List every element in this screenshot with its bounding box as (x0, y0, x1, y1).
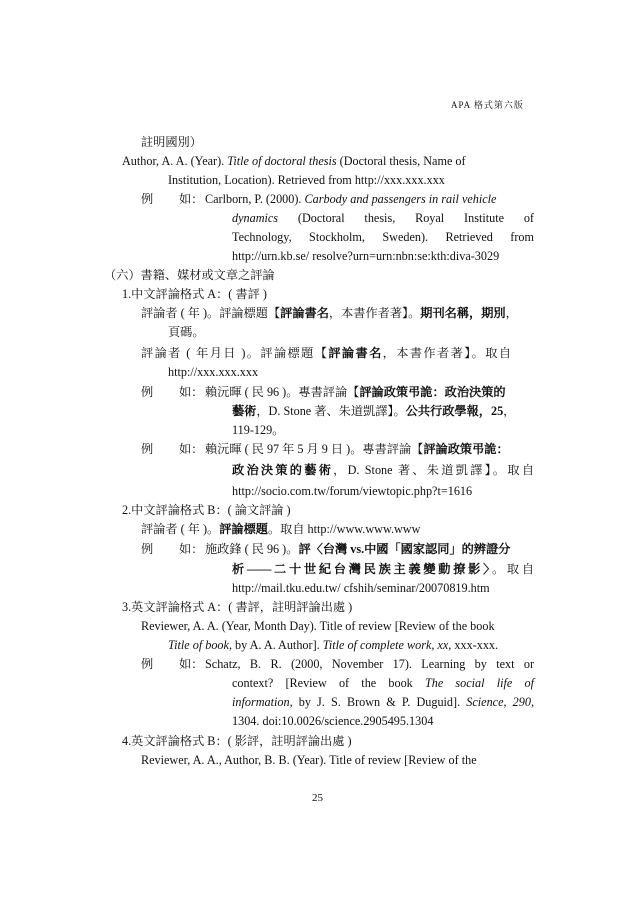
reference-format: Title of book, by A. A. Author]. Title of complete work, xx, xxx-xxx. (168, 638, 499, 652)
example-label: 例 (141, 385, 154, 399)
reference-format: 評論者 ( 年 )。評論標題【評論書名，本書作者著】。期刊名稱，期別， (141, 306, 518, 320)
example-entry: http://urn.kb.se/ resolve?urn=urn:nbn:se:kth:diva-3029 (232, 249, 500, 263)
example-label: 例 (141, 192, 154, 206)
example-label: 例 (141, 442, 154, 456)
example-entry: dynamics (Doctoral thesis, Royal Institute of (232, 211, 534, 225)
example-entry: 賴沅暉 ( 民 97 年 5 月 9 日 )。專書評論【評論政策弔詭： (205, 442, 509, 456)
subsection-heading: 3.英文評論格式 A：( 書評，註明評論出處 ) (122, 600, 353, 614)
subsection-heading: 4.英文評論格式 B：( 影評，註明評論出處 ) (122, 734, 352, 748)
running-header: APA 格式第六版 (451, 100, 524, 110)
subsection-heading: 2.中文評論格式 B：( 論文評論 ) (122, 503, 291, 517)
example-entry: 賴沅暉 ( 民 96 )。專書評論【評論政策弔詭：政治決策的 (205, 385, 506, 399)
reference-format: http://xxx.xxx.xxx (168, 365, 259, 379)
example-label: 例 (141, 657, 154, 671)
example-entry: Carlborn, P. (2000). Carbody and passengers in rail vehicle (205, 192, 497, 206)
example-label: 例 (141, 542, 154, 556)
reference-format: 頁碼。 (168, 325, 205, 339)
reference-format: Reviewer, A. A. (Year, Month Day). Title of review [Review of the book (141, 619, 495, 633)
example-entry: context? [Review of the book The social life of (232, 676, 534, 690)
example-lead: 如： (179, 385, 204, 399)
example-entry: 析——二十世紀台灣民族主義變動撩影〉。取自 (232, 562, 535, 576)
example-entry: http://socio.com.tw/forum/viewtopic.php?t=1616 (232, 484, 473, 498)
reference-format: Reviewer, A. A., Author, B. B. (Year). Title of review [Review of the (141, 753, 477, 767)
example-entry: 1304. doi:10.0026/science.2905495.1304 (232, 714, 434, 728)
page-number: 25 (312, 792, 323, 804)
example-lead: 如： (179, 192, 204, 206)
example-entry: Schatz, B. R. (2000, November 17). Learning by text or (205, 657, 534, 671)
reference-format: 評論者 ( 年月日 )。評論標題【評論書名，本書作者著】。取自 (141, 346, 513, 360)
example-lead: 如： (179, 442, 204, 456)
reference-format: Author, A. A. (Year). Title of doctoral thesis (Doctoral thesis, Name of (122, 154, 466, 168)
reference-format: 評論者 ( 年 )。評論標題。取自 http://www.www.www (141, 522, 421, 536)
example-entry: 藝術，D. Stone 著、朱道凱譯】。公共行政學報，25， (232, 404, 516, 418)
example-entry: http://mail.tku.edu.tw/ cfshih/seminar/20070819.htm (232, 581, 490, 595)
reference-format: Institution, Location). Retrieved from http://xxx.xxx.xxx (168, 173, 445, 187)
example-entry: 119-129。 (232, 423, 285, 437)
example-entry: 施政鋒 ( 民 96 )。評〈台灣 vs.中國「國家認同」的辨證分 (205, 542, 511, 556)
example-entry: information, by J. S. Brown & P. Duguid]. Science, 290, (232, 695, 534, 709)
section-heading: （六）書籍、媒材或文章之評論 (104, 268, 275, 282)
text-line: 註明國別） (141, 135, 202, 149)
example-lead: 如： (179, 657, 204, 671)
subsection-heading: 1.中文評論格式 A：( 書評 ) (122, 287, 267, 301)
example-entry: Technology, Stockholm, Sweden). Retrieved from (232, 230, 534, 244)
example-entry: 政治決策的藝術，D. Stone 著、朱道凱譯】。取自 (232, 463, 535, 477)
example-lead: 如： (179, 542, 204, 556)
